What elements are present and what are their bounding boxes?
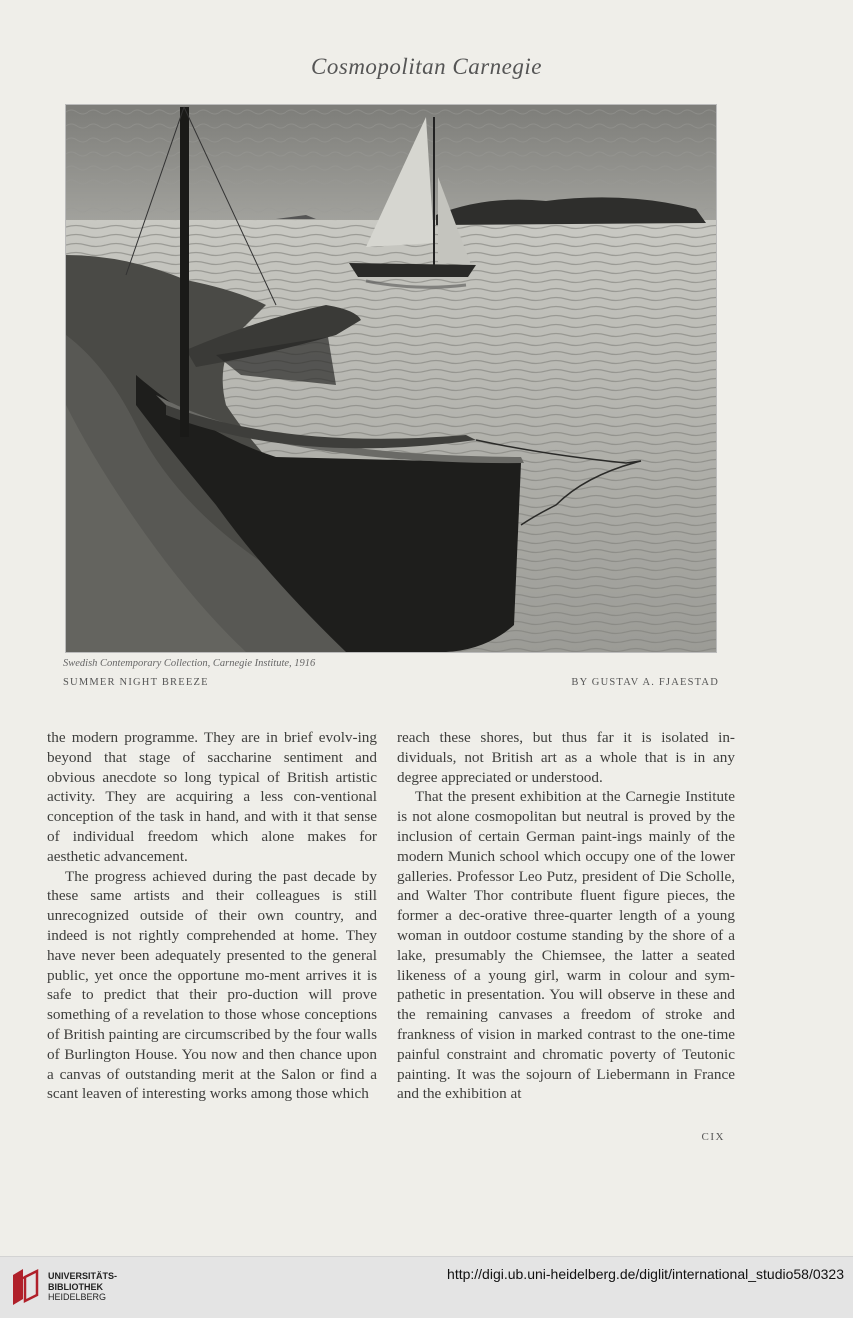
running-head: Cosmopolitan Carnegie [311,54,542,79]
plate-artist: BY GUSTAV A. FJAESTAD [571,677,719,688]
plate-title: SUMMER NIGHT BREEZE [63,677,209,688]
source-url-link[interactable]: http://digi.ub.uni-heidelberg.de/diglit/international_studio58/0323 [447,1266,844,1282]
library-name: UNIVERSITÄTS- BIBLIOTHEK HEIDELBERG [48,1271,118,1302]
painting-image [66,105,716,652]
paragraph: That the present exhibition at the Carnegie Institute is not alone cosmopolitan but neutral is proved by the inclusion of certain German paint-ings mainly of the modern Munich school which occupy one of the lower galleries. Professor Leo Putz, president of Die Scholle, and Walter Thor contribute fluent figure pieces, the former a dec-orative three-quarter length of a young woman in outdoor costume standing by the shore of a lake, presumably the Chiemsee, the latter a seated likeness of a young girl, warm in colour and sym-pathetic in presentation. You will observe in these and the remaining canvases a freedom of stroke and frankness of vision in marked contrast to the one-time painful constraint and chromatic poverty of Teutonic painting. It was the sojourn of Liebermann in France and the exhibition at [397,788,735,1103]
left-column [47,728,377,1104]
paragraph: The progress achieved during the past decade by these same artists and their colleagues is still unrecognized outside of their own country, and indeed is not rightly comprehended at home. They have never been adequately presented to the general public, yet once the opportune mo-ment arrives it is safe to predict that their pro-duction will prove something of a revelation to those whose conceptions of British painting are circumscribed by the four walls of Burlington House. You now and then chance upon a canvas of outstanding merit at the Salon or find a scant leaven of interesting works among those which [47,867,377,1103]
paragraph: the modern programme. They are in brief evolv-ing beyond that stage of saccharine sentiment and obvious anecdote so long typical of British artistic activity. They are acquiring a less con-ventional conception of the task in hand, and with it that sense of individual freedom which alone makes for aesthetic advancement. [47,729,377,865]
library-footer [0,1256,853,1318]
library-logo-icon [9,1267,43,1307]
painting-plate [65,104,717,653]
page-number: CIX [701,1131,725,1143]
plate-credit: Swedish Contemporary Collection, Carnegie Institute, 1916 [63,658,316,669]
right-column [397,728,735,1104]
paragraph: reach these shores, but thus far it is isolated in-dividuals, not British art as a whole that is in any degree appreciated or understood. [397,729,735,786]
